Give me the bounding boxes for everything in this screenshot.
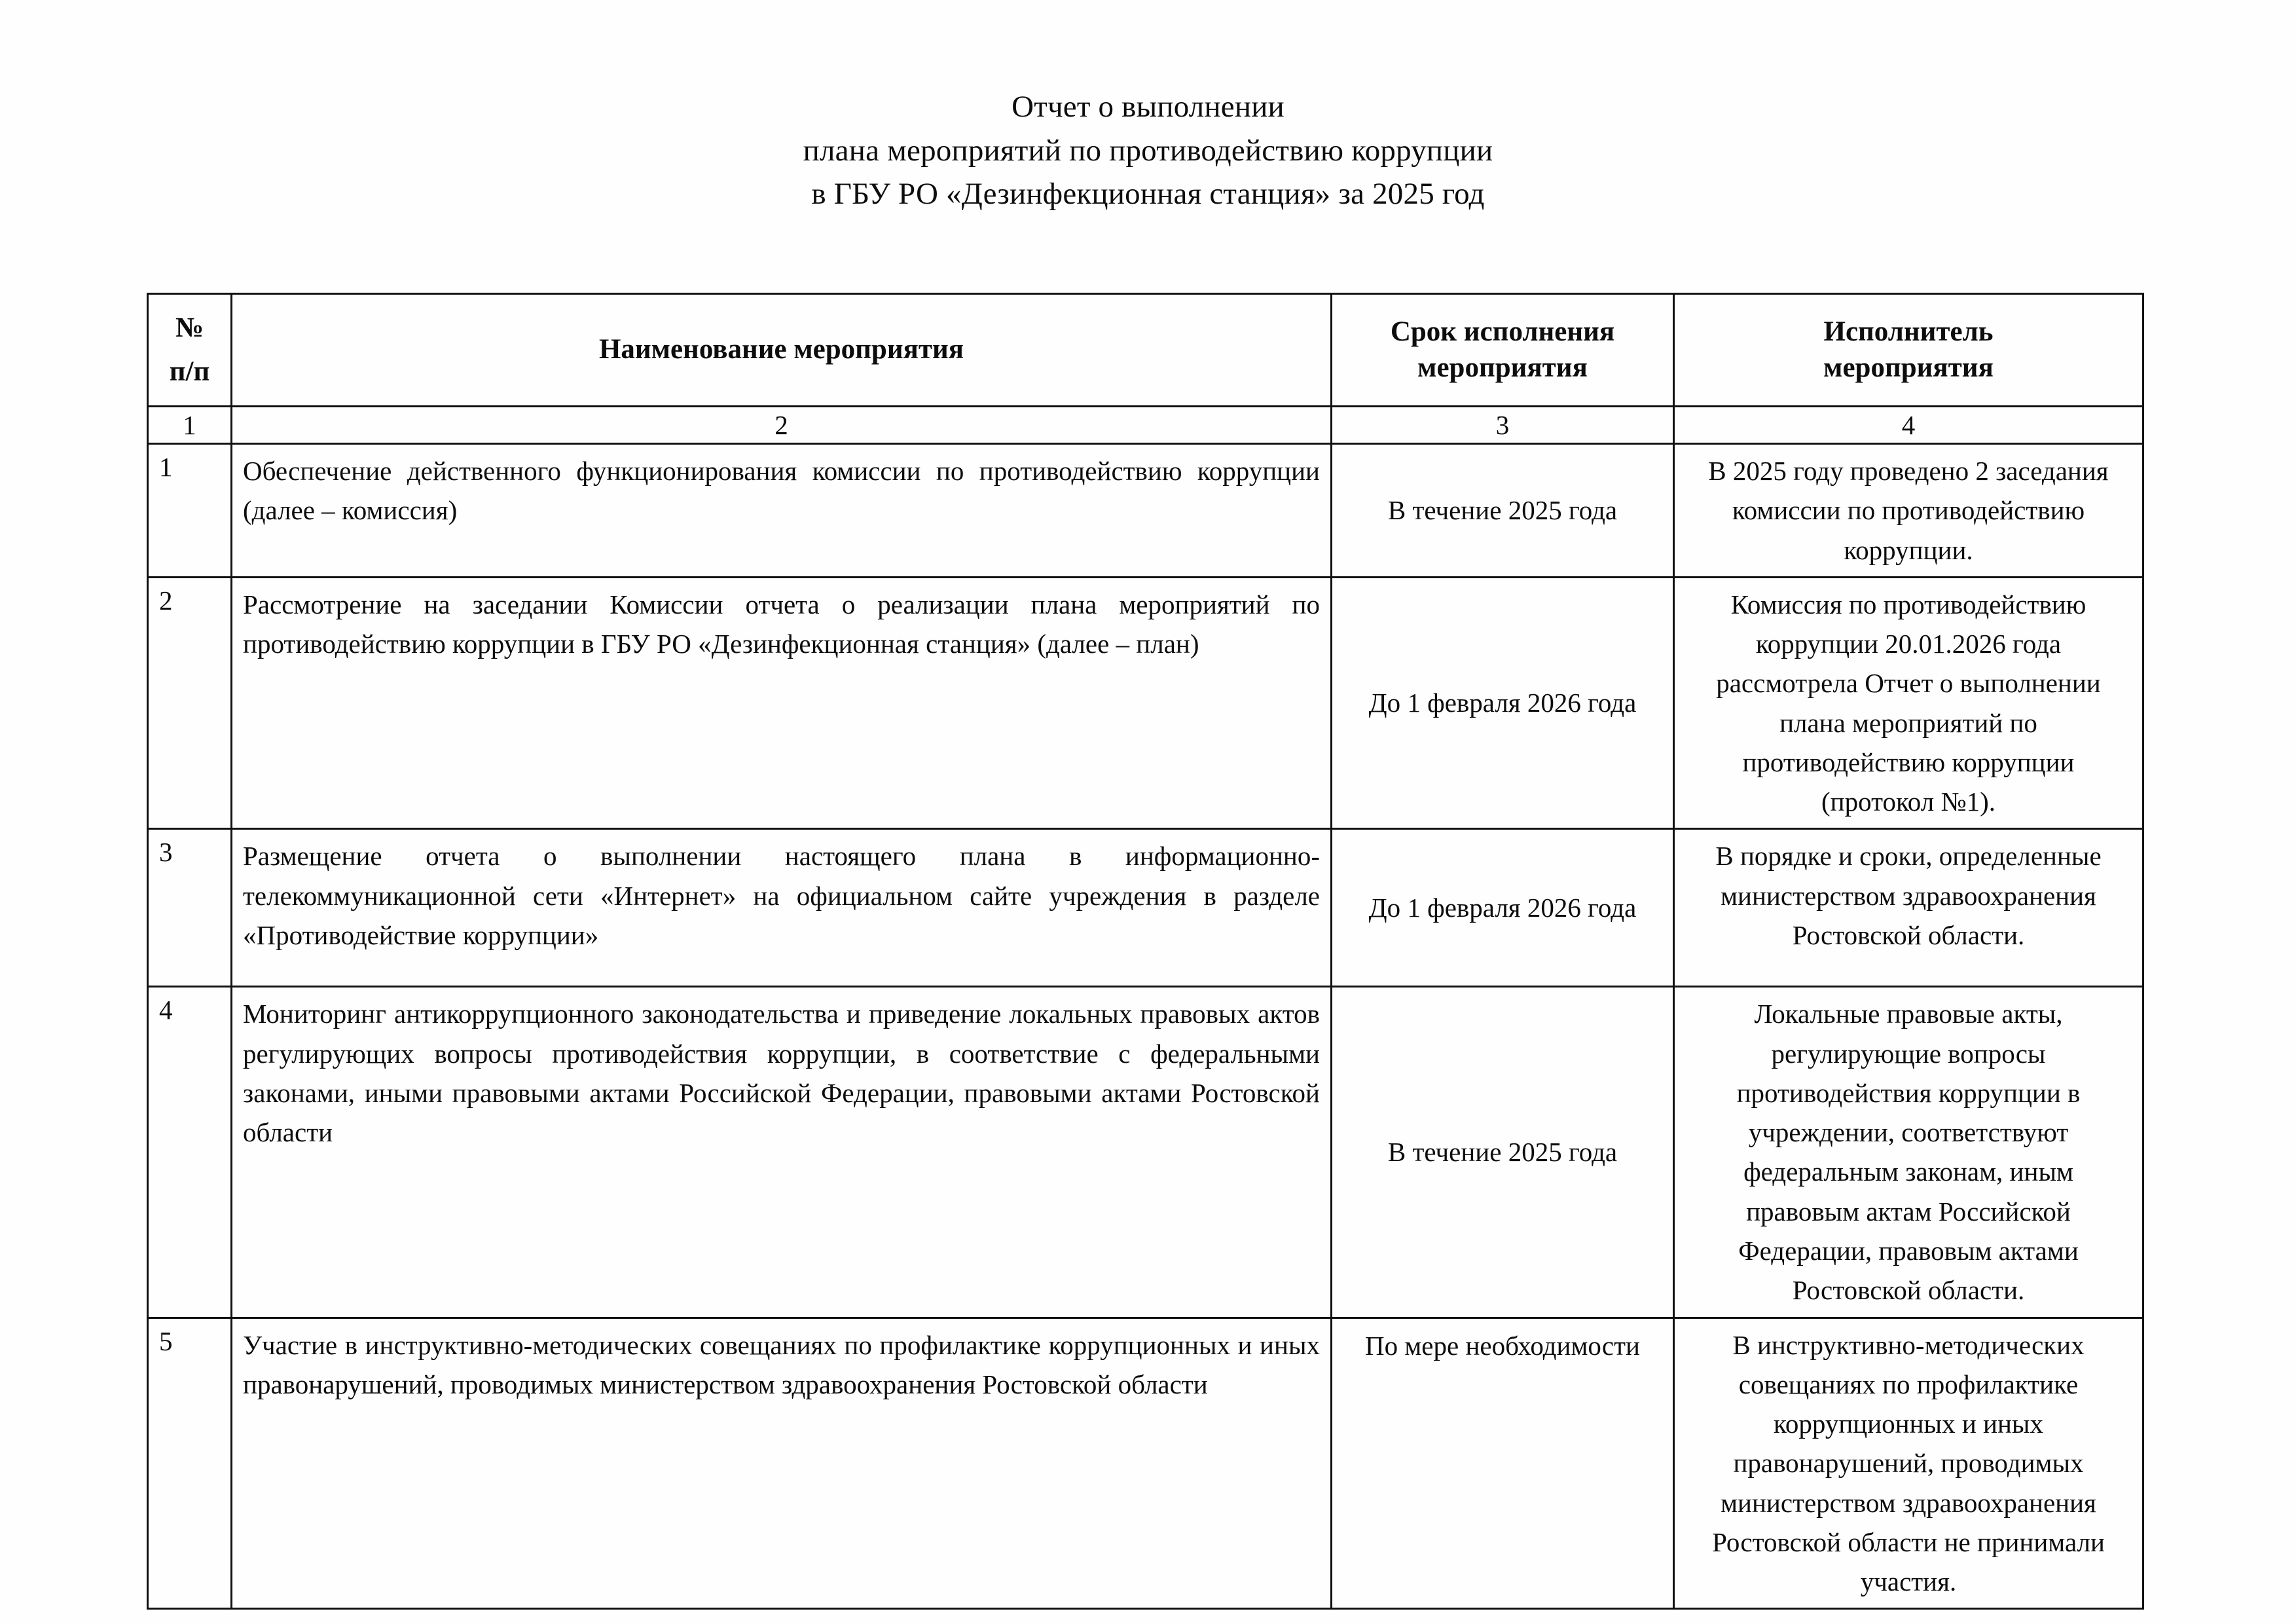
header-executor-line1: Исполнитель <box>1823 316 1994 348</box>
header-executor-line2: мероприятия <box>1823 352 1994 383</box>
row-number: 5 <box>148 1318 232 1609</box>
row-term: В течение 2025 года <box>1332 987 1674 1318</box>
row-executor: В инструктивно-методических совещаниях по профилактике коррупционных и иных правонарушений, проводимых министерством здравоохранения Ростовской области не принимали участия. <box>1674 1318 2143 1609</box>
row-term: В течение 2025 года <box>1332 444 1674 578</box>
row-term: До 1 февраля 2026 года <box>1332 577 1674 829</box>
header-cell-name: Наименование мероприятия <box>232 294 1332 407</box>
row-measure-name: Рассмотрение на заседании Комиссии отчета о реализации плана мероприятий по противодействию коррупции в ГБУ РО «Дезинфекционная станция» (далее – план) <box>232 577 1332 829</box>
row-number: 3 <box>148 829 232 987</box>
title-line-1: Отчет о выполнении <box>1011 90 1285 124</box>
row-executor: Комиссия по противодействию коррупции 20.01.2026 года рассмотрела Отчет о выполнении плана мероприятий по противодействию коррупции (протокол №1). <box>1674 577 2143 829</box>
table-row <box>148 1318 2143 1609</box>
row-number: 4 <box>148 987 232 1318</box>
title-line-3: в ГБУ РО «Дезинфекционная станция» за 2025 год <box>811 177 1485 212</box>
column-number-2: 2 <box>232 407 1332 444</box>
row-executor: Локальные правовые акты, регулирующие вопросы противодействия коррупции в учреждении, соответствуют федеральным законам, иным правовым актам Российской Федерации, правовым актами Ростовской области. <box>1674 987 2143 1318</box>
header-number-line2: п/п <box>169 356 210 387</box>
table-row <box>148 444 2143 578</box>
report-table-wrapper <box>147 293 2142 1610</box>
column-number-3: 3 <box>1332 407 1674 444</box>
header-cell-term <box>1332 294 1674 407</box>
table-column-number-row <box>148 407 2143 444</box>
row-measure-name: Мониторинг антикоррупционного законодательства и приведение локальных правовых актов регулирующих вопросы противодействия коррупции, в соответствие с федеральными законами, иными правовыми актами Российской Федерации, правовыми актами Ростовской области <box>232 987 1332 1318</box>
table-row <box>148 577 2143 829</box>
row-measure-name: Обеспечение действенного функционирования комиссии по противодействию коррупции (далее – комиссия) <box>232 444 1332 578</box>
header-term-line1: Срок исполнения <box>1390 316 1615 348</box>
column-number-1: 1 <box>148 407 232 444</box>
row-number: 2 <box>148 577 232 829</box>
row-executor: В порядке и сроки, определенные министерством здравоохранения Ростовской области. <box>1674 829 2143 987</box>
report-table <box>147 293 2144 1610</box>
header-cell-executor <box>1674 294 2143 407</box>
table-row <box>148 987 2143 1318</box>
header-cell-number <box>148 294 232 407</box>
row-measure-name: Размещение отчета о выполнении настоящего плана в информационно-телекоммуникационной сети «Интернет» на официальном сайте учреждения в разделе «Противодействие коррупции» <box>232 829 1332 987</box>
row-measure-name: Участие в инструктивно-методических совещаниях по профилактике коррупционных и иных правонарушений, проводимых министерством здравоохранения Ростовской области <box>232 1318 1332 1609</box>
row-term: До 1 февраля 2026 года <box>1332 829 1674 987</box>
header-term-line2: мероприятия <box>1417 352 1588 383</box>
row-executor: В 2025 году проведено 2 заседания комиссии по противодействию коррупции. <box>1674 444 2143 578</box>
table-header-row <box>148 294 2143 407</box>
row-number: 1 <box>148 444 232 578</box>
header-number-line1: № <box>175 312 204 343</box>
table-row <box>148 829 2143 987</box>
page-title <box>0 85 2296 216</box>
row-term: По мере необходимости <box>1332 1318 1674 1609</box>
column-number-4: 4 <box>1674 407 2143 444</box>
title-line-2: плана мероприятий по противодействию коррупции <box>803 133 1493 168</box>
